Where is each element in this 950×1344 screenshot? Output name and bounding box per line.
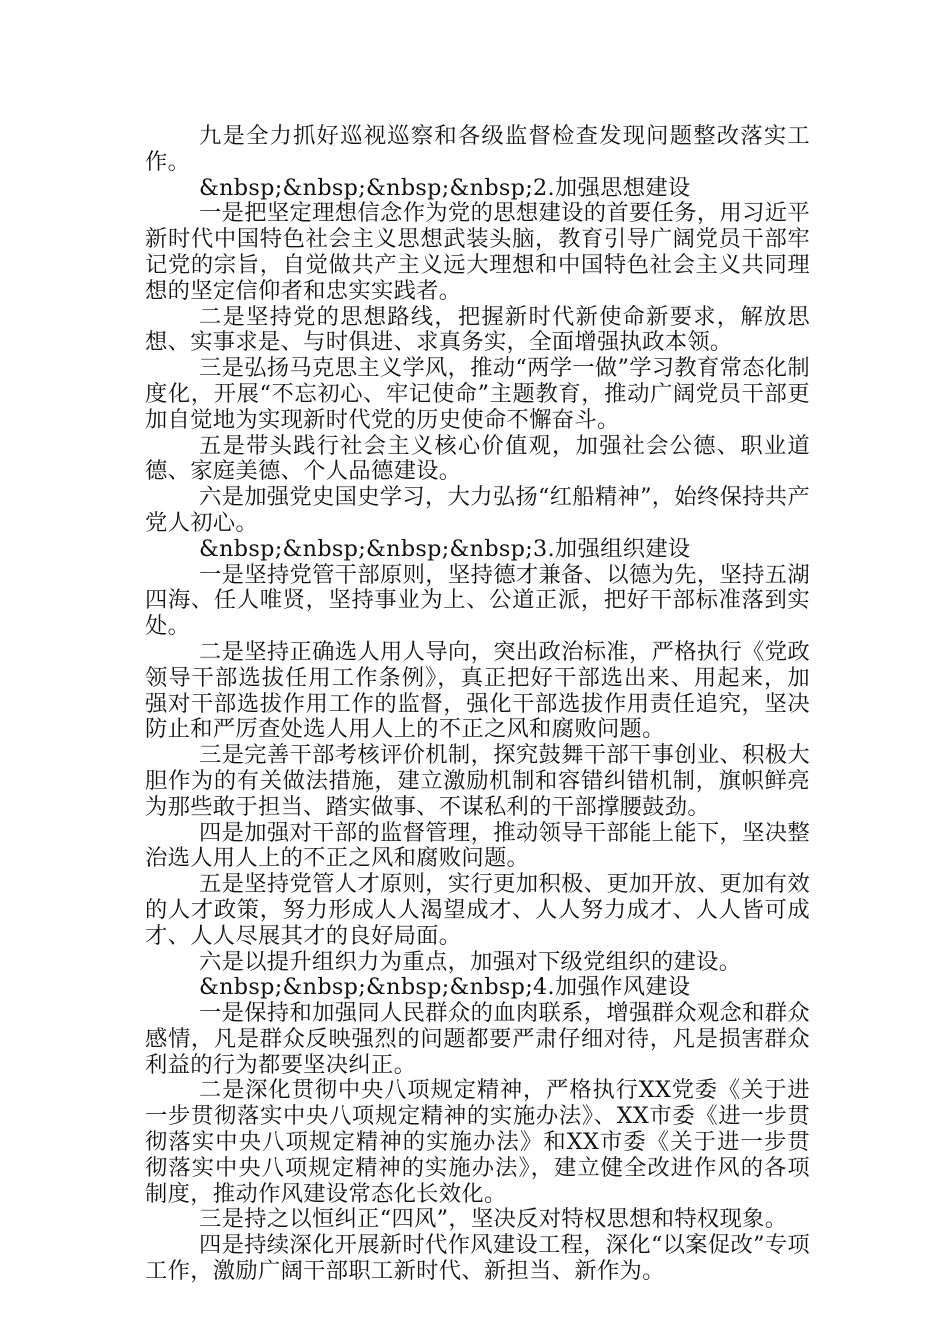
paragraph: 三是完善干部考核评价机制，探究鼓舞干部干事创业、积极大胆作为的有关做法措施，建立激励机制和容错纠错机制，旗帜鲜亮为那些敢于担当、踏实做事、不谋私利的干部撑腰鼓劲。 [145, 742, 810, 820]
paragraph: 四是加强对干部的监督管理，推动领导干部能上能下，坚决整治选人用人上的不正之风和腐败问题。 [145, 819, 810, 872]
section-heading: &nbsp;&nbsp;&nbsp;&nbsp;2.加强思想建设 [199, 174, 691, 201]
section-heading: &nbsp;&nbsp;&nbsp;&nbsp;4.加强作风建设 [199, 974, 691, 1001]
paragraph: 四是持续深化开展新时代作风建设工程，深化“以案促改”专项工作，激励广阔干部职工新时代、新担当、新作为。 [145, 1232, 810, 1285]
paragraph: 三是弘扬马克思主义学风，推动“两学一做”学习教育常态化制度化，开展“不忘初心、牢记使命”主题教育，推动广阔党员干部更加自觉地为实现新时代党的历史使命不懈奋斗。 [145, 355, 810, 433]
section-heading: &nbsp;&nbsp;&nbsp;&nbsp;3.加强组织建设 [199, 535, 691, 562]
paragraph: 二是深化贯彻中央八项规定精神，严格执行XX党委《关于进一步贯彻落实中央八项规定精神的实施办法》、XX市委《进一步贯彻落实中央八项规定精神的实施办法》和XX市委《关于进一步贯彻落实中央八项规定精神的实施办法》，建立健全改进作风的各项制度，推动作风建设常态化长效化。 [145, 1077, 810, 1207]
paragraph: 五是带头践行社会主义核心价值观，加强社会公德、职业道德、家庭美德、个人品德建设。 [145, 432, 810, 485]
paragraph: 六是以提升组织力为重点，加强对下级党组织的建设。 [199, 948, 742, 975]
paragraph: 一是坚持党管干部原则，坚持德才兼备、以德为先，坚持五湖四海、任人唯贤，坚持事业为上、公道正派，把好干部标准落到实处。 [145, 561, 810, 640]
paragraph: 一是把坚定理想信念作为党的思想建设的首要任务，用习近平新时代中国特色社会主义思想武装头脑，教育引导广阔党员干部牢记党的宗旨，自觉做共产主义远大理想和中国特色社会主义共同理想的坚定信仰者和忠实实践者。 [145, 200, 810, 304]
paragraph: 二是坚持正确选人用人导向，突出政治标准，严格执行《党政领导干部选拔任用工作条例》，真正把好干部选出来、用起来，加强对干部选拔作用工作的监督，强化干部选拔作用责任追究，坚决防止和严厉查处选人用人上的不正之风和腐败问题。 [145, 638, 810, 743]
paragraph: 六是加强党史国史学习，大力弘扬“红船精神”，始终保持共产党人初心。 [145, 484, 810, 536]
paragraph: 九是全力抓好巡视巡察和各级监督检查发现问题整改落实工作。 [145, 123, 810, 175]
paragraph: 五是坚持党管人才原则，实行更加积极、更加开放、更加有效的人才政策，努力形成人人渴望成才、人人努力成才、人人皆可成才、人人尽展其才的良好局面。 [145, 871, 810, 949]
paragraph: 二是坚持党的思想路线，把握新时代新使命新要求，解放思想、实事求是、与时俱进、求真务实，全面增强执政本领。 [145, 303, 810, 356]
document-body [145, 124, 810, 1285]
paragraph: 三是持之以恒纠正“四风”，坚决反对特权思想和特权现象。 [199, 1206, 788, 1233]
paragraph: 一是保持和加强同人民群众的血肉联系，增强群众观念和群众感情，凡是群众反映强烈的问题都要严肃仔细对待，凡是损害群众利益的行为都要坚决纠正。 [145, 1000, 810, 1078]
